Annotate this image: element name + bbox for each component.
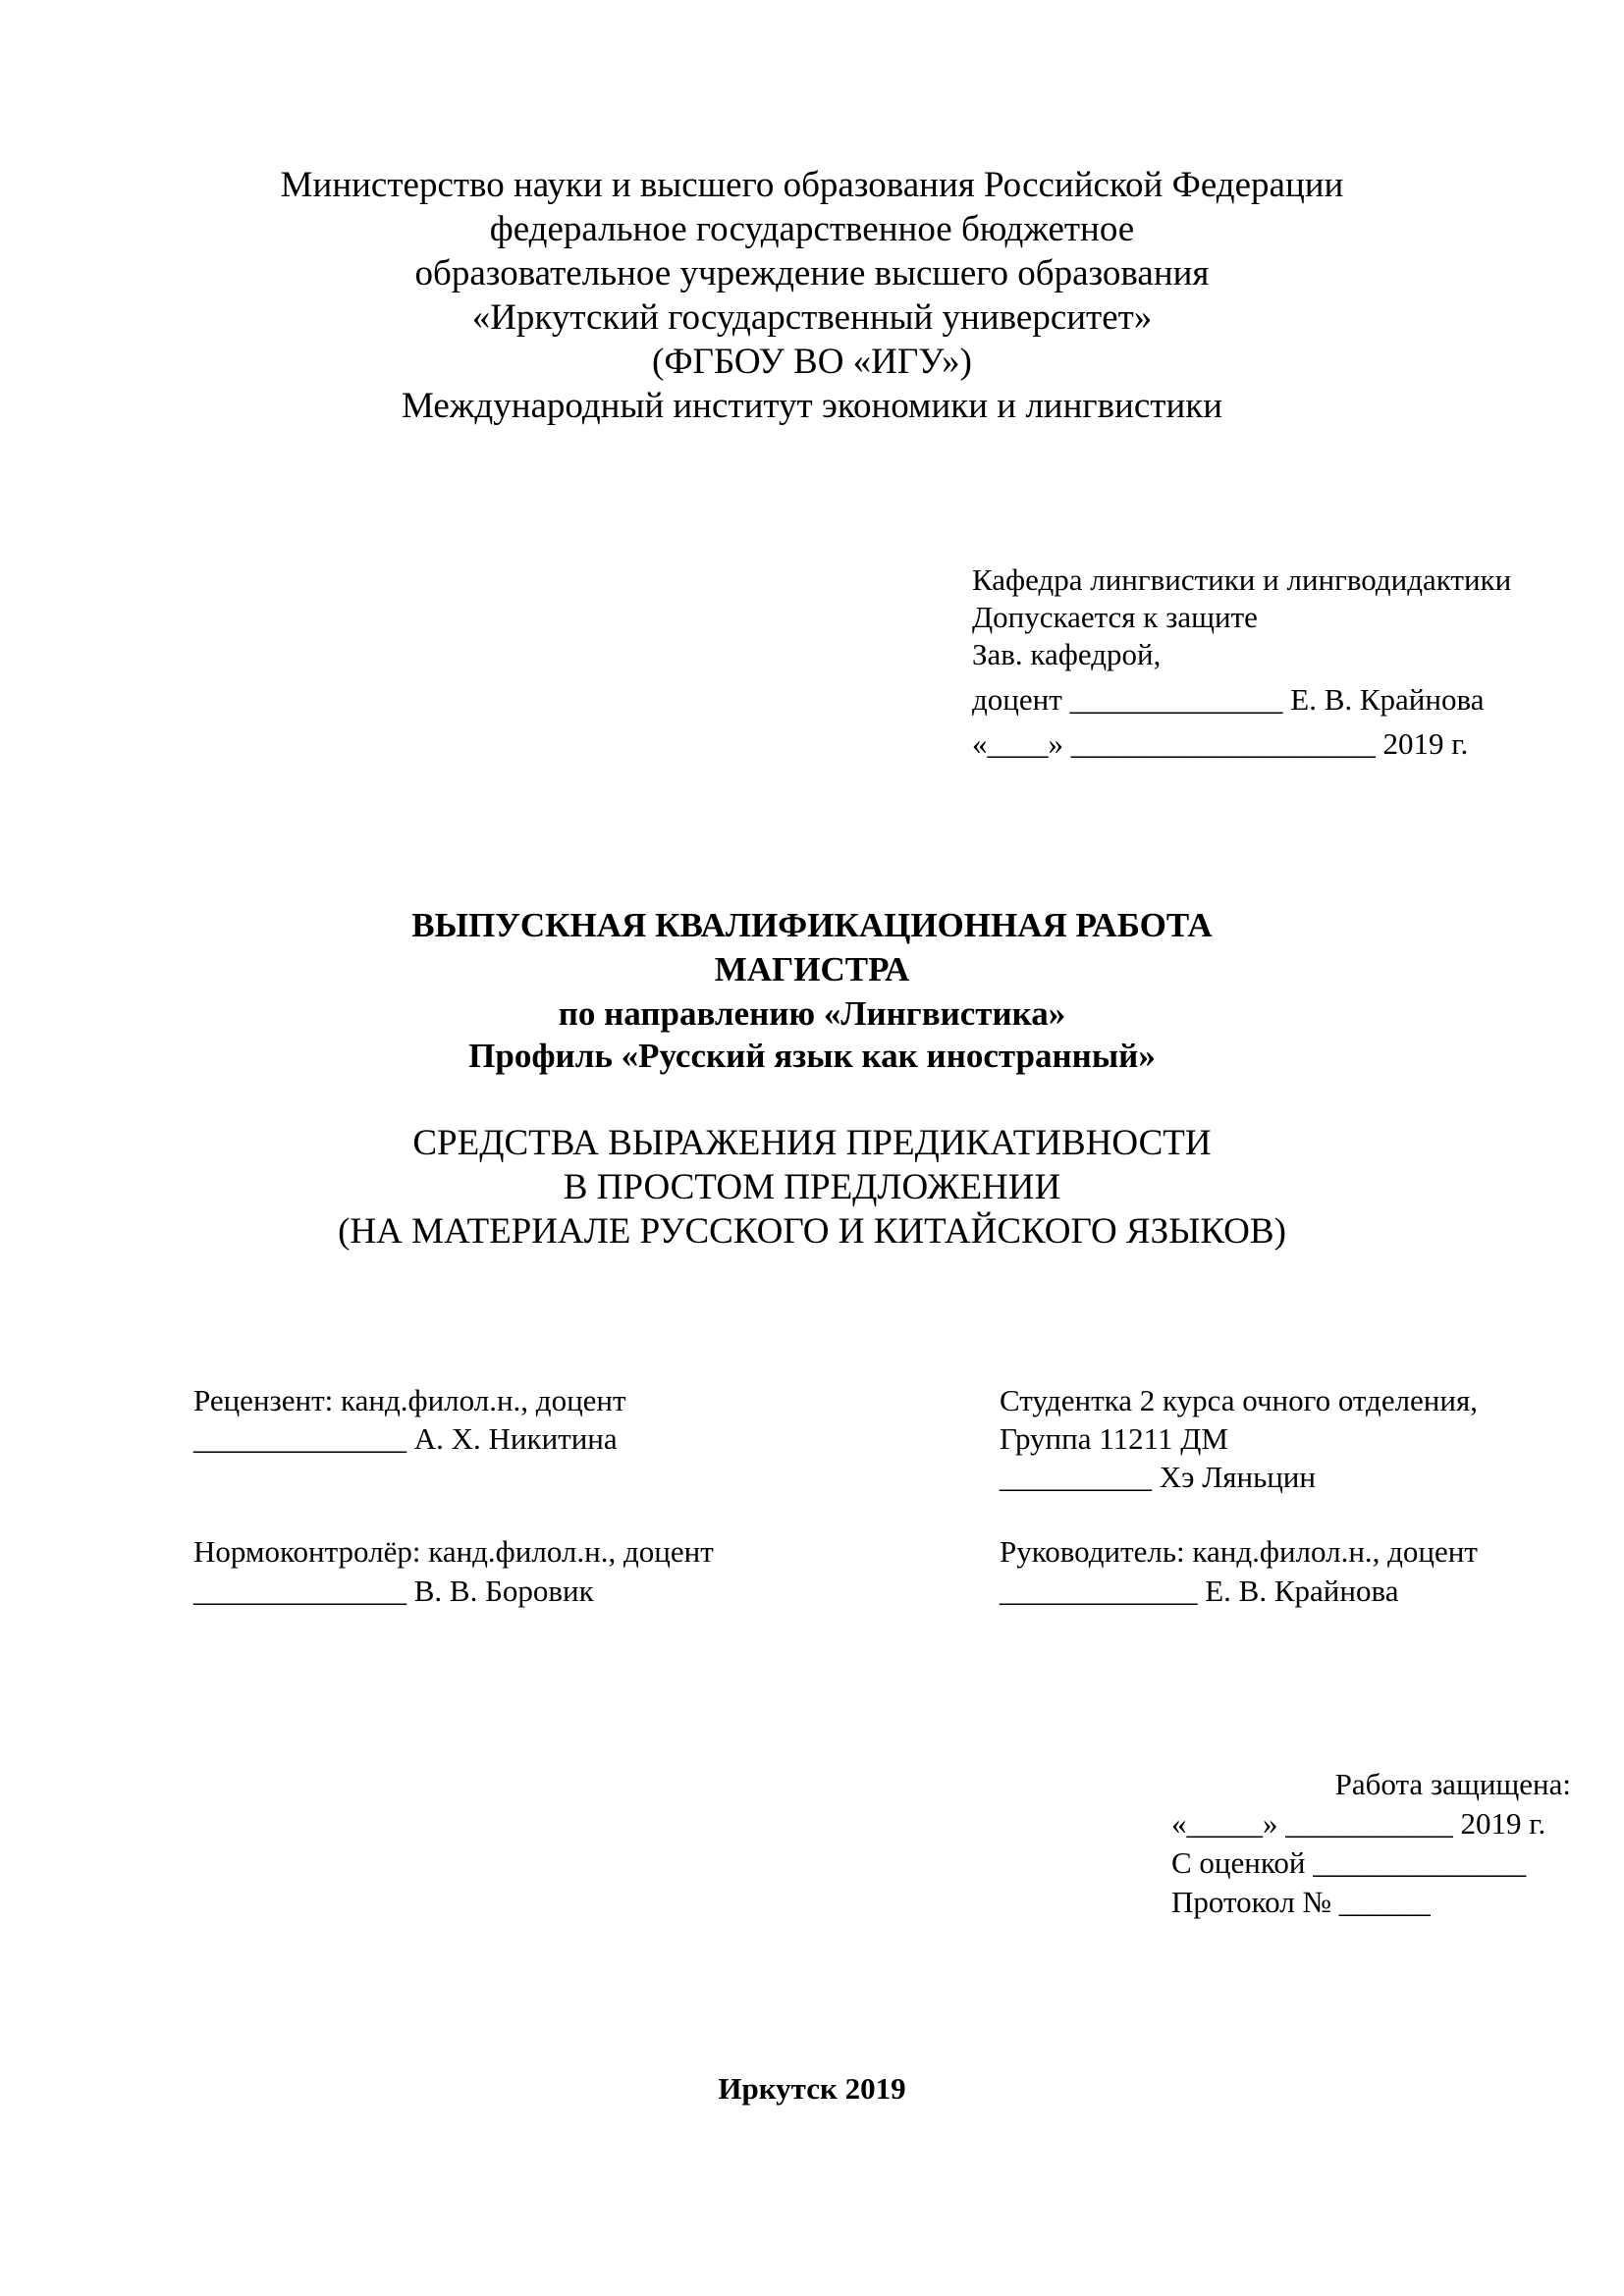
thesis-title-line: В ПРОСТОМ ПРЕДЛОЖЕНИИ <box>563 1167 1061 1207</box>
header-line: Международный институт экономики и лингвистики <box>401 386 1223 426</box>
city-year: Иркутск 2019 <box>718 2071 906 2106</box>
thesis-title-line: СРЕДСТВА ВЫРАЖЕНИЯ ПРЕДИКАТИВНОСТИ <box>412 1123 1212 1163</box>
head-line: Зав. кафедрой, <box>972 637 1162 671</box>
work-type-line: МАГИСТРА <box>714 950 910 988</box>
student-group: Группа 11211 ДМ <box>1000 1421 1228 1456</box>
student-signature: __________ Хэ Ляньцин <box>1000 1460 1316 1494</box>
work-type-line: Профиль «Русский язык как иностранный» <box>468 1037 1156 1075</box>
work-type-line: ВЫПУСКНАЯ КВАЛИФИКАЦИОННАЯ РАБОТА <box>411 906 1213 944</box>
header-line: образовательное учреждение высшего образования <box>414 253 1210 294</box>
admission-line: Допускается к защите <box>972 600 1258 634</box>
work-type-line: по направлению «Лингвистика» <box>558 994 1066 1033</box>
thesis-title-line: (НА МАТЕРИАЛЕ РУССКОГО И КИТАЙСКОГО ЯЗЫКОВ) <box>338 1211 1286 1252</box>
reviewer-signature: ______________ А. Х. Никитина <box>193 1421 618 1456</box>
header-line: (ФГБОУ ВО «ИГУ») <box>652 342 972 382</box>
department-line: Кафедра лингвистики и лингводидактики <box>972 562 1512 597</box>
defense-protocol: Протокол № ______ <box>1171 1885 1431 1919</box>
header-line: федеральное государственное бюджетное <box>489 209 1135 249</box>
reviewer-title: Рецензент: канд.филол.н., доцент <box>193 1383 626 1417</box>
date-line: «____» ____________________ 2019 г. <box>972 726 1469 761</box>
supervisor-signature: _____________ Е. В. Крайнова <box>1000 1574 1399 1608</box>
header-line: Министерство науки и высшего образования Российской Федерации <box>280 165 1344 205</box>
defense-heading: Работа защищена: <box>1334 1767 1571 1801</box>
normcontrol-signature: ______________ В. В. Боровик <box>193 1574 594 1608</box>
student-title: Студентка 2 курса очного отделения, <box>1000 1383 1478 1417</box>
signature-line: доцент ______________ Е. В. Крайнова <box>972 682 1485 717</box>
defense-date: «_____» ___________ 2019 г. <box>1171 1806 1546 1841</box>
normcontrol-title: Нормоконтролёр: канд.филол.н., доцент <box>193 1534 714 1569</box>
supervisor-title: Руководитель: канд.филол.н., доцент <box>1000 1534 1478 1569</box>
defense-grade: С оценкой ______________ <box>1171 1845 1527 1880</box>
header-line: «Иркутский государственный университет» <box>471 297 1153 338</box>
